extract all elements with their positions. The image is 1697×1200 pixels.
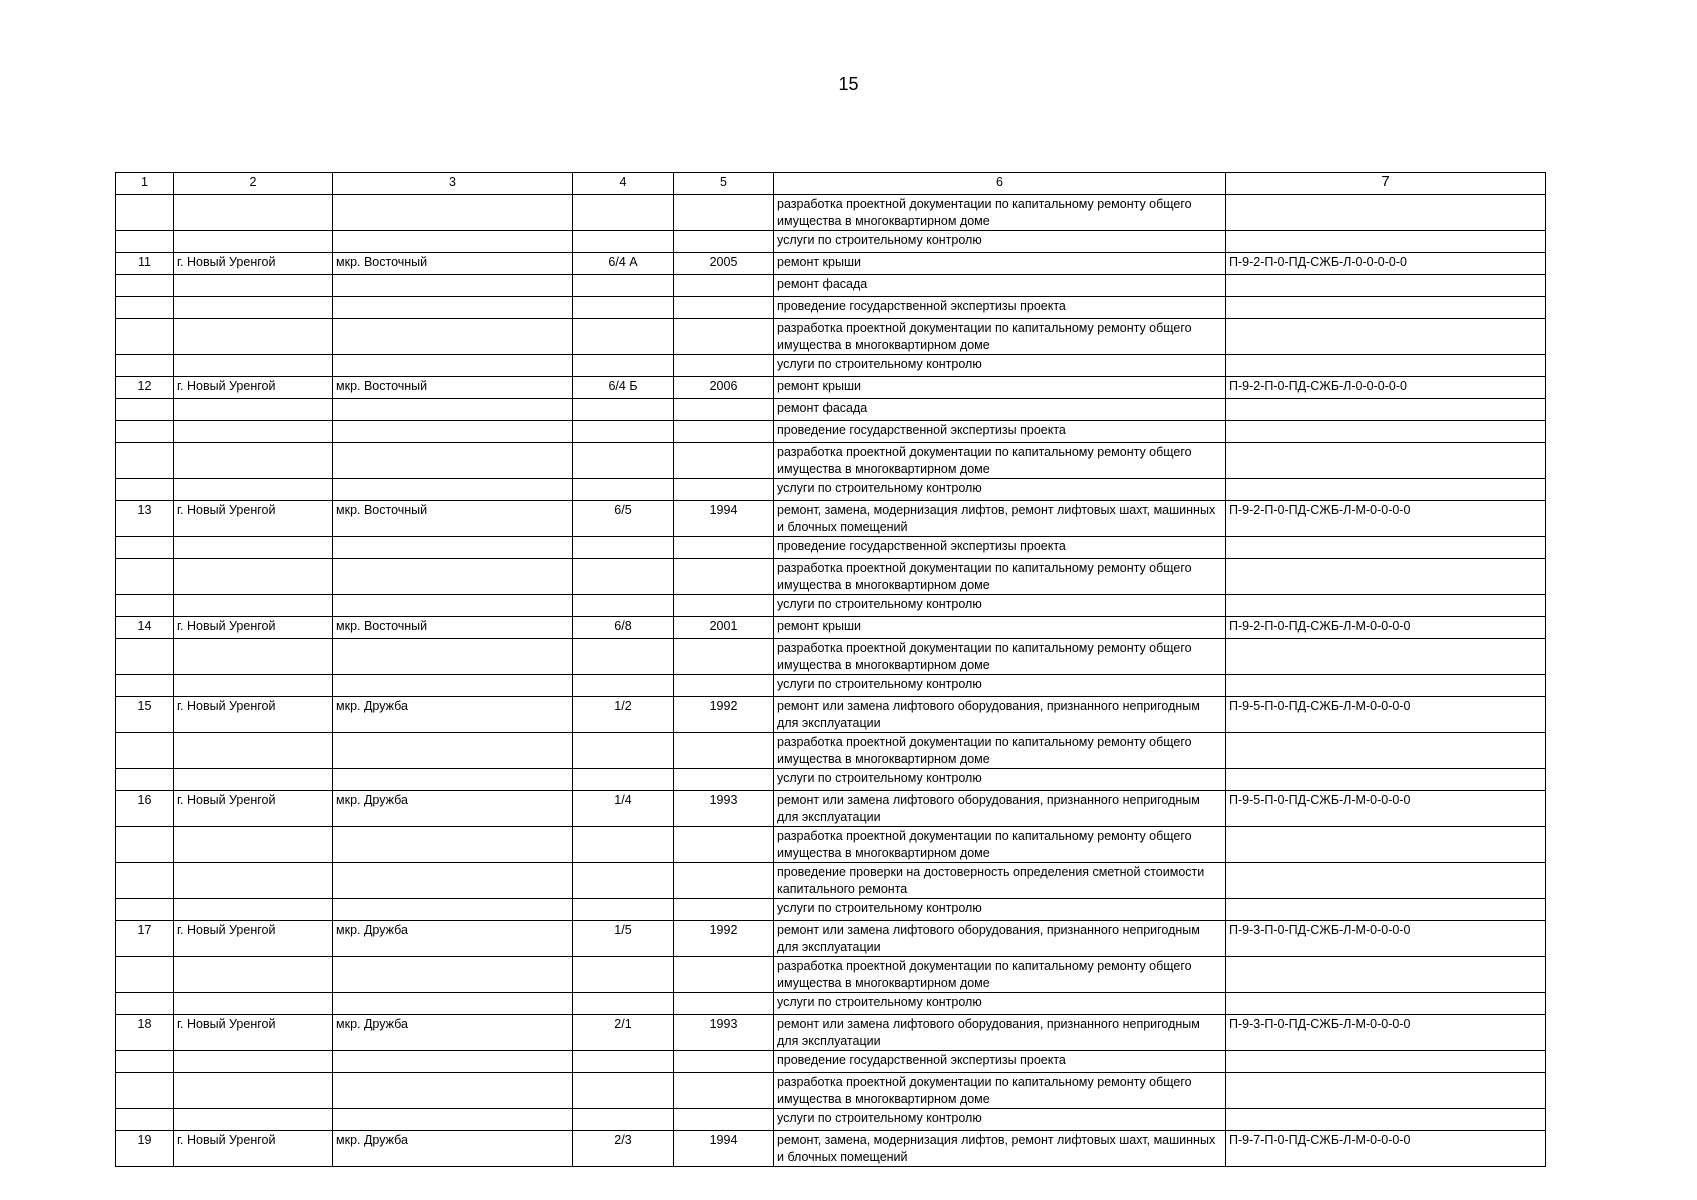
cell-number: 12 <box>116 377 174 399</box>
cell-house: 6/8 <box>573 617 674 639</box>
cell-number <box>116 769 174 791</box>
cell-number <box>116 863 174 899</box>
cell-house <box>573 231 674 253</box>
cell-year <box>674 639 774 675</box>
cell-district <box>333 1051 573 1073</box>
cell-code <box>1226 421 1546 443</box>
cell-district <box>333 355 573 377</box>
cell-district <box>333 769 573 791</box>
table-row <box>116 479 1546 501</box>
cell-district <box>333 231 573 253</box>
cell-number <box>116 1051 174 1073</box>
cell-city <box>174 275 333 297</box>
cell-number <box>116 1109 174 1131</box>
cell-code: П-9-3-П-0-ПД-СЖБ-Л-М-0-0-0-0 <box>1226 921 1546 957</box>
cell-work-type: проведение проверки на достоверность определения сметной стоимости капитального ремонта <box>774 863 1226 899</box>
table-row <box>116 639 1546 675</box>
cell-work-type: ремонт крыши <box>774 377 1226 399</box>
cell-year: 1993 <box>674 1015 774 1051</box>
table-row <box>116 231 1546 253</box>
cell-city: г. Новый Уренгой <box>174 1131 333 1167</box>
cell-work-type: услуги по строительному контролю <box>774 993 1226 1015</box>
cell-work-type: разработка проектной документации по капитальному ремонту общего имущества в многоквартирном доме <box>774 827 1226 863</box>
cell-number: 14 <box>116 617 174 639</box>
cell-number <box>116 957 174 993</box>
cell-district: мкр. Дружба <box>333 921 573 957</box>
cell-code <box>1226 827 1546 863</box>
cell-house: 6/4 А <box>573 253 674 275</box>
cell-house <box>573 1051 674 1073</box>
table-row <box>116 297 1546 319</box>
cell-house <box>573 275 674 297</box>
page-number: 15 <box>838 74 859 94</box>
cell-year <box>674 595 774 617</box>
cell-district <box>333 319 573 355</box>
cell-work-type: услуги по строительному контролю <box>774 1109 1226 1131</box>
table-row <box>116 993 1546 1015</box>
table-row <box>116 1131 1546 1167</box>
cell-city <box>174 479 333 501</box>
cell-year <box>674 421 774 443</box>
cell-house <box>573 559 674 595</box>
cell-number <box>116 355 174 377</box>
table-row <box>116 195 1546 231</box>
cell-house <box>573 675 674 697</box>
cell-code <box>1226 957 1546 993</box>
cell-city <box>174 899 333 921</box>
header-row <box>116 173 1546 195</box>
cell-year: 2001 <box>674 617 774 639</box>
cell-city <box>174 675 333 697</box>
cell-district <box>333 993 573 1015</box>
cell-year: 2006 <box>674 377 774 399</box>
table-row <box>116 921 1546 957</box>
cell-district <box>333 675 573 697</box>
cell-year <box>674 1073 774 1109</box>
cell-house <box>573 421 674 443</box>
cell-code <box>1226 399 1546 421</box>
cell-house <box>573 1073 674 1109</box>
cell-work-type: ремонт или замена лифтового оборудования, признанного непригодным для эксплуатации <box>774 791 1226 827</box>
cell-year <box>674 479 774 501</box>
table-row <box>116 421 1546 443</box>
cell-number <box>116 733 174 769</box>
cell-year: 1994 <box>674 1131 774 1167</box>
cell-house <box>573 443 674 479</box>
cell-number <box>116 275 174 297</box>
cell-work-type: услуги по строительному контролю <box>774 479 1226 501</box>
cell-number <box>116 195 174 231</box>
cell-city <box>174 957 333 993</box>
cell-code <box>1226 899 1546 921</box>
cell-house <box>573 195 674 231</box>
cell-district: мкр. Дружба <box>333 1015 573 1051</box>
cell-year <box>674 957 774 993</box>
cell-work-type: услуги по строительному контролю <box>774 769 1226 791</box>
cell-year <box>674 231 774 253</box>
table-row <box>116 253 1546 275</box>
cell-number <box>116 231 174 253</box>
cell-district <box>333 595 573 617</box>
cell-district <box>333 275 573 297</box>
cell-work-type: проведение государственной экспертизы проекта <box>774 421 1226 443</box>
cell-work-type: разработка проектной документации по капитальному ремонту общего имущества в многоквартирном доме <box>774 319 1226 355</box>
cell-code: П-9-2-П-0-ПД-СЖБ-Л-М-0-0-0-0 <box>1226 501 1546 537</box>
cell-code <box>1226 595 1546 617</box>
cell-number <box>116 559 174 595</box>
cell-code <box>1226 297 1546 319</box>
cell-code: П-9-5-П-0-ПД-СЖБ-Л-М-0-0-0-0 <box>1226 791 1546 827</box>
cell-city: г. Новый Уренгой <box>174 253 333 275</box>
cell-city <box>174 559 333 595</box>
cell-number <box>116 399 174 421</box>
cell-code: П-9-2-П-0-ПД-СЖБ-Л-М-0-0-0-0 <box>1226 617 1546 639</box>
cell-work-type: ремонт или замена лифтового оборудования, признанного непригодным для эксплуатации <box>774 697 1226 733</box>
table-row <box>116 863 1546 899</box>
cell-house <box>573 639 674 675</box>
cell-work-type: ремонт крыши <box>774 253 1226 275</box>
cell-city: г. Новый Уренгой <box>174 377 333 399</box>
cell-city <box>174 1109 333 1131</box>
cell-house: 2/1 <box>573 1015 674 1051</box>
cell-code <box>1226 863 1546 899</box>
cell-city: г. Новый Уренгой <box>174 791 333 827</box>
cell-number <box>116 639 174 675</box>
cell-number <box>116 297 174 319</box>
cell-year <box>674 863 774 899</box>
cell-city <box>174 993 333 1015</box>
cell-house <box>573 319 674 355</box>
cell-house: 6/5 <box>573 501 674 537</box>
cell-house <box>573 827 674 863</box>
cell-district: мкр. Дружба <box>333 1131 573 1167</box>
cell-year <box>674 275 774 297</box>
works-table <box>115 172 1546 1167</box>
cell-city <box>174 355 333 377</box>
cell-work-type: услуги по строительному контролю <box>774 675 1226 697</box>
cell-house <box>573 537 674 559</box>
table-row <box>116 1073 1546 1109</box>
cell-district <box>333 195 573 231</box>
table-row <box>116 1051 1546 1073</box>
cell-city <box>174 769 333 791</box>
cell-city <box>174 319 333 355</box>
cell-code: П-9-5-П-0-ПД-СЖБ-Л-М-0-0-0-0 <box>1226 697 1546 733</box>
cell-house <box>573 863 674 899</box>
cell-district <box>333 957 573 993</box>
cell-work-type: ремонт фасада <box>774 275 1226 297</box>
cell-number <box>116 537 174 559</box>
cell-code <box>1226 559 1546 595</box>
cell-house <box>573 1109 674 1131</box>
cell-district <box>333 639 573 675</box>
cell-city <box>174 443 333 479</box>
header-cell-6: 6 <box>774 173 1226 195</box>
cell-work-type: услуги по строительному контролю <box>774 595 1226 617</box>
cell-code <box>1226 1073 1546 1109</box>
cell-district: мкр. Восточный <box>333 501 573 537</box>
cell-number <box>116 827 174 863</box>
cell-number <box>116 479 174 501</box>
table-row <box>116 769 1546 791</box>
cell-number: 17 <box>116 921 174 957</box>
cell-code <box>1226 639 1546 675</box>
cell-house: 2/3 <box>573 1131 674 1167</box>
cell-work-type: разработка проектной документации по капитальному ремонту общего имущества в многоквартирном доме <box>774 559 1226 595</box>
cell-work-type: разработка проектной документации по капитальному ремонту общего имущества в многоквартирном доме <box>774 443 1226 479</box>
cell-city: г. Новый Уренгой <box>174 501 333 537</box>
cell-number <box>116 443 174 479</box>
table-row <box>116 377 1546 399</box>
header-cell-1: 1 <box>116 173 174 195</box>
cell-year <box>674 559 774 595</box>
cell-work-type: услуги по строительному контролю <box>774 355 1226 377</box>
cell-city <box>174 399 333 421</box>
table-row <box>116 537 1546 559</box>
cell-district <box>333 421 573 443</box>
cell-work-type: разработка проектной документации по капитальному ремонту общего имущества в многоквартирном доме <box>774 733 1226 769</box>
cell-number <box>116 1073 174 1109</box>
table-row <box>116 559 1546 595</box>
cell-number <box>116 595 174 617</box>
table-row <box>116 595 1546 617</box>
cell-district <box>333 479 573 501</box>
cell-city <box>174 537 333 559</box>
table-row <box>116 697 1546 733</box>
cell-house <box>573 399 674 421</box>
header-cell-5: 5 <box>674 173 774 195</box>
cell-house <box>573 993 674 1015</box>
table-row <box>116 501 1546 537</box>
cell-district <box>333 899 573 921</box>
table-row <box>116 733 1546 769</box>
cell-code <box>1226 769 1546 791</box>
cell-work-type: разработка проектной документации по капитальному ремонту общего имущества в многоквартирном доме <box>774 1073 1226 1109</box>
header-cell-4: 4 <box>573 173 674 195</box>
cell-city <box>174 595 333 617</box>
cell-year <box>674 443 774 479</box>
table-row <box>116 355 1546 377</box>
cell-house: 1/4 <box>573 791 674 827</box>
cell-year <box>674 1051 774 1073</box>
header-cell-3: 3 <box>333 173 573 195</box>
cell-city <box>174 827 333 863</box>
cell-number <box>116 319 174 355</box>
cell-code <box>1226 993 1546 1015</box>
cell-district <box>333 827 573 863</box>
cell-house <box>573 479 674 501</box>
cell-house <box>573 733 674 769</box>
cell-city: г. Новый Уренгой <box>174 697 333 733</box>
cell-code <box>1226 1051 1546 1073</box>
cell-code: П-9-3-П-0-ПД-СЖБ-Л-М-0-0-0-0 <box>1226 1015 1546 1051</box>
cell-city <box>174 1051 333 1073</box>
cell-work-type: ремонт, замена, модернизация лифтов, ремонт лифтовых шахт, машинных и блочных помещений <box>774 501 1226 537</box>
table-row <box>116 443 1546 479</box>
cell-work-type: проведение государственной экспертизы проекта <box>774 537 1226 559</box>
table-row <box>116 1015 1546 1051</box>
cell-work-type: ремонт или замена лифтового оборудования, признанного непригодным для эксплуатации <box>774 921 1226 957</box>
table-row <box>116 1109 1546 1131</box>
cell-district <box>333 537 573 559</box>
header-cell-2: 2 <box>174 173 333 195</box>
cell-work-type: разработка проектной документации по капитальному ремонту общего имущества в многоквартирном доме <box>774 957 1226 993</box>
cell-house <box>573 297 674 319</box>
cell-year <box>674 993 774 1015</box>
cell-city: г. Новый Уренгой <box>174 1015 333 1051</box>
cell-number: 18 <box>116 1015 174 1051</box>
table-row <box>116 957 1546 993</box>
cell-city: г. Новый Уренгой <box>174 921 333 957</box>
cell-city <box>174 421 333 443</box>
cell-work-type: ремонт, замена, модернизация лифтов, ремонт лифтовых шахт, машинных и блочных помещений <box>774 1131 1226 1167</box>
cell-code: П-9-2-П-0-ПД-СЖБ-Л-0-0-0-0-0 <box>1226 377 1546 399</box>
cell-house: 6/4 Б <box>573 377 674 399</box>
cell-year <box>674 827 774 863</box>
cell-district: мкр. Дружба <box>333 791 573 827</box>
cell-work-type: ремонт или замена лифтового оборудования, признанного непригодным для эксплуатации <box>774 1015 1226 1051</box>
cell-district <box>333 1109 573 1131</box>
cell-district <box>333 559 573 595</box>
table-row <box>116 319 1546 355</box>
cell-city <box>174 639 333 675</box>
cell-work-type: проведение государственной экспертизы проекта <box>774 1051 1226 1073</box>
cell-year <box>674 195 774 231</box>
cell-work-type: разработка проектной документации по капитальному ремонту общего имущества в многоквартирном доме <box>774 639 1226 675</box>
cell-work-type: услуги по строительному контролю <box>774 231 1226 253</box>
cell-code <box>1226 355 1546 377</box>
cell-work-type: ремонт фасада <box>774 399 1226 421</box>
cell-code <box>1226 275 1546 297</box>
cell-district <box>333 443 573 479</box>
cell-number: 11 <box>116 253 174 275</box>
cell-code <box>1226 231 1546 253</box>
cell-city <box>174 863 333 899</box>
cell-code <box>1226 443 1546 479</box>
cell-code <box>1226 479 1546 501</box>
cell-year: 1994 <box>674 501 774 537</box>
cell-year <box>674 1109 774 1131</box>
cell-house <box>573 957 674 993</box>
cell-code: П-9-7-П-0-ПД-СЖБ-Л-М-0-0-0-0 <box>1226 1131 1546 1167</box>
cell-district <box>333 1073 573 1109</box>
cell-year <box>674 769 774 791</box>
cell-code <box>1226 675 1546 697</box>
cell-code: П-9-2-П-0-ПД-СЖБ-Л-0-0-0-0-0 <box>1226 253 1546 275</box>
table-row <box>116 675 1546 697</box>
cell-number <box>116 675 174 697</box>
cell-city: г. Новый Уренгой <box>174 617 333 639</box>
cell-code <box>1226 1109 1546 1131</box>
cell-number <box>116 421 174 443</box>
cell-city <box>174 297 333 319</box>
cell-district <box>333 297 573 319</box>
cell-city <box>174 733 333 769</box>
cell-number: 15 <box>116 697 174 733</box>
cell-house: 1/2 <box>573 697 674 733</box>
cell-district <box>333 863 573 899</box>
cell-city <box>174 231 333 253</box>
cell-house: 1/5 <box>573 921 674 957</box>
cell-year <box>674 319 774 355</box>
table-row <box>116 617 1546 639</box>
cell-house <box>573 769 674 791</box>
cell-code <box>1226 195 1546 231</box>
cell-district <box>333 399 573 421</box>
header-cell-7: 7 <box>1226 173 1546 195</box>
cell-year <box>674 297 774 319</box>
cell-house <box>573 355 674 377</box>
table-row <box>116 899 1546 921</box>
cell-code <box>1226 537 1546 559</box>
cell-work-type: услуги по строительному контролю <box>774 899 1226 921</box>
cell-number: 16 <box>116 791 174 827</box>
cell-year <box>674 537 774 559</box>
cell-year: 1993 <box>674 791 774 827</box>
cell-house <box>573 595 674 617</box>
cell-district: мкр. Восточный <box>333 617 573 639</box>
cell-work-type: разработка проектной документации по капитальному ремонту общего имущества в многоквартирном доме <box>774 195 1226 231</box>
cell-house <box>573 899 674 921</box>
cell-district <box>333 733 573 769</box>
cell-district: мкр. Дружба <box>333 697 573 733</box>
cell-city <box>174 195 333 231</box>
cell-year: 1992 <box>674 697 774 733</box>
cell-work-type: ремонт крыши <box>774 617 1226 639</box>
cell-year <box>674 399 774 421</box>
cell-code <box>1226 319 1546 355</box>
cell-number <box>116 993 174 1015</box>
cell-year: 1992 <box>674 921 774 957</box>
table-row <box>116 275 1546 297</box>
cell-year <box>674 355 774 377</box>
table-row <box>116 791 1546 827</box>
cell-district: мкр. Восточный <box>333 377 573 399</box>
cell-year <box>674 899 774 921</box>
table-row <box>116 399 1546 421</box>
cell-number <box>116 899 174 921</box>
cell-work-type: проведение государственной экспертизы проекта <box>774 297 1226 319</box>
cell-district: мкр. Восточный <box>333 253 573 275</box>
cell-number: 13 <box>116 501 174 537</box>
cell-number: 19 <box>116 1131 174 1167</box>
cell-code <box>1226 733 1546 769</box>
cell-year <box>674 675 774 697</box>
cell-year: 2005 <box>674 253 774 275</box>
cell-year <box>674 733 774 769</box>
table-row <box>116 827 1546 863</box>
cell-city <box>174 1073 333 1109</box>
table-body <box>116 195 1546 1167</box>
